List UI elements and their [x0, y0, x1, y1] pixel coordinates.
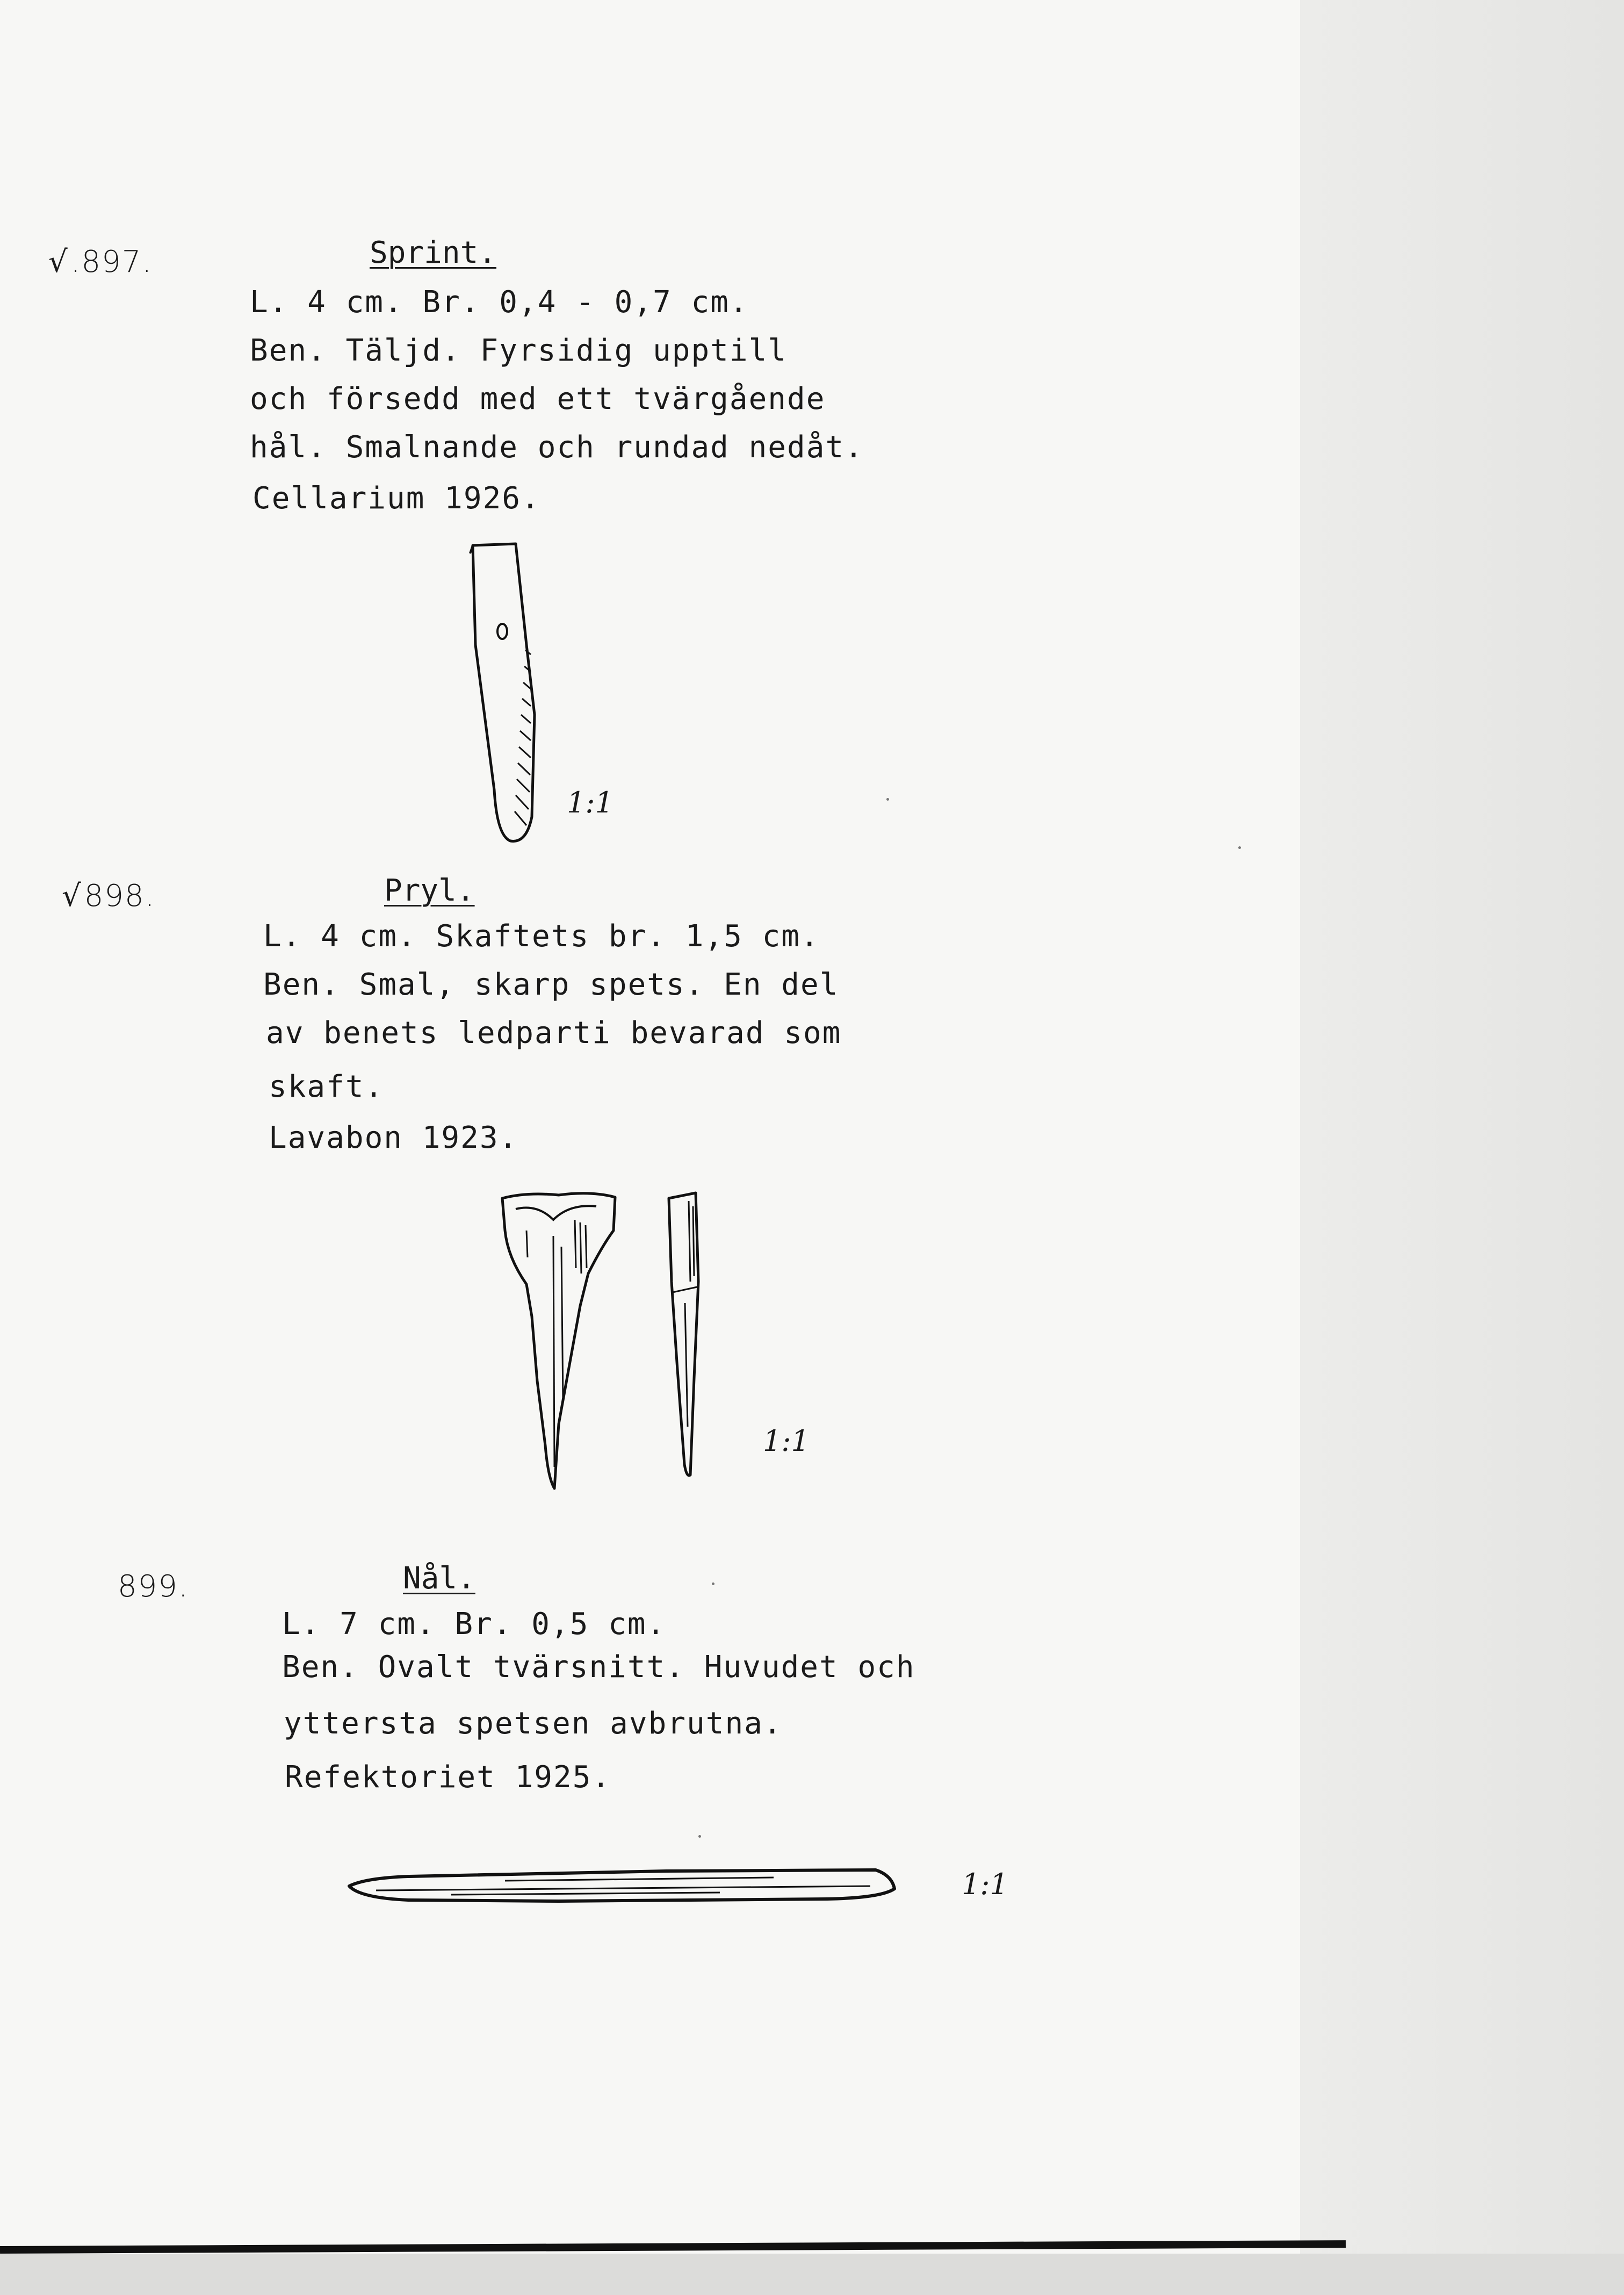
entry-line: hål. Smalnande och rundad nedåt. [250, 430, 864, 465]
check-mark: √ [48, 244, 69, 279]
entry-line: Refektoriet 1925. [285, 1760, 611, 1795]
scale-label: 1:1 [763, 1424, 810, 1458]
entry-line: Ben. Smal, skarp spets. En del [263, 967, 839, 1002]
entry-number: √.897. [48, 244, 153, 279]
speck [712, 1582, 714, 1585]
pryl-drawing-side [661, 1185, 709, 1486]
entry-line: L. 4 cm. Skaftets br. 1,5 cm. [263, 919, 820, 954]
check-mark: √ [62, 879, 82, 913]
paper-bottom-edge [0, 2240, 1346, 2254]
entry-line: av benets ledparti bevarad som [266, 1016, 842, 1051]
scale-label: 1:1 [962, 1867, 1008, 1901]
scan-margin [0, 2254, 1624, 2295]
entry-title: Pryl. [384, 873, 475, 908]
sprint-drawing [462, 537, 559, 849]
entry-line: skaft. [269, 1069, 384, 1104]
entry-line: yttersta spetsen avbrutna. [284, 1706, 783, 1741]
entry-line: L. 7 cm. Br. 0,5 cm. [282, 1607, 666, 1642]
speck [886, 798, 889, 801]
paper-edge-shadow [1300, 0, 1624, 2295]
entry-title: Nål. [403, 1561, 475, 1596]
nal-drawing [344, 1859, 903, 1908]
entry-number: √898. [62, 879, 156, 913]
entry-title: Sprint. [370, 235, 497, 270]
entry-line: Lavabon 1923. [269, 1120, 518, 1155]
entry-line: Cellarium 1926. [252, 481, 540, 516]
entry-line: Ben. Ovalt tvärsnitt. Huvudet och [282, 1650, 915, 1685]
entry-line: och försedd med ett tvärgående [250, 382, 826, 416]
pryl-drawing-front [494, 1188, 623, 1494]
speck [698, 1835, 701, 1838]
entry-line: Ben. Täljd. Fyrsidig upptill [250, 333, 788, 368]
entry-number: 899. [118, 1569, 189, 1604]
speck [1238, 846, 1241, 849]
scale-label: 1:1 [567, 786, 613, 819]
entry-line: L. 4 cm. Br. 0,4 - 0,7 cm. [250, 285, 749, 320]
